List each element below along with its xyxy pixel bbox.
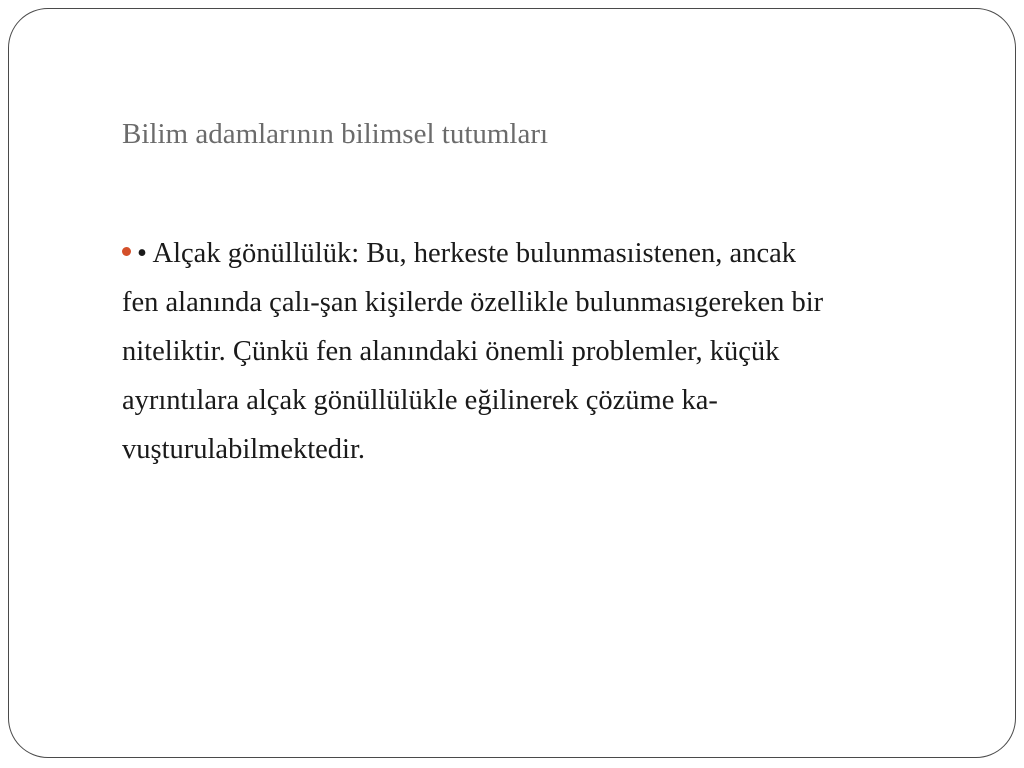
body-line-1-text: • Alçak gönüllülük: Bu, herkeste bulunmasıistenen, ancak <box>137 238 797 269</box>
body-line-2: fen alanında çalı-şan kişilerde özellikle bulunmasıgereken bir <box>122 287 824 318</box>
slide-title: Bilim adamlarının bilimsel tutumları <box>122 118 549 150</box>
bullet-icon <box>122 247 131 256</box>
body-line-5: vuşturulabilmektedir. <box>122 434 366 465</box>
slide-frame <box>8 8 1016 758</box>
slide-body <box>122 229 982 474</box>
body-line-1 <box>122 229 982 278</box>
body-line-4: ayrıntılara alçak gönüllülükle eğilinerek çözüme ka- <box>122 385 718 416</box>
body-line-3: niteliktir. Çünkü fen alanındaki önemli problemler, küçük <box>122 336 780 367</box>
